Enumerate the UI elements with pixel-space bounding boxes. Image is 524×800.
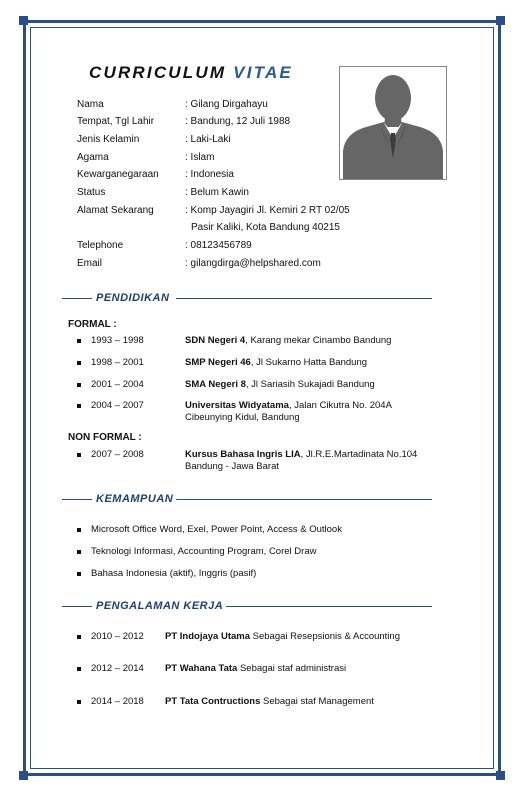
info-value: : gilangdirga@helpshared.com xyxy=(185,258,321,269)
info-label: Telephone xyxy=(77,240,124,251)
edu-years: 2004 – 2007 xyxy=(91,400,144,411)
edu-entry xyxy=(185,357,367,368)
info-value: : Indonesia xyxy=(185,169,234,180)
info-label: Agama xyxy=(77,152,109,163)
profile-photo xyxy=(339,66,447,180)
info-label: Status xyxy=(77,187,106,198)
bullet-icon xyxy=(77,635,81,639)
info-label: Jenis Kelamin xyxy=(77,134,140,145)
info-value: Pasir Kaliki, Kota Bandung 40215 xyxy=(191,222,340,233)
person-silhouette-icon xyxy=(340,67,446,179)
bullet-icon xyxy=(77,667,81,671)
job-company: PT Wahana Tata xyxy=(165,663,238,674)
section-rule xyxy=(62,606,92,607)
edu-entry xyxy=(185,400,392,411)
edu-entry xyxy=(185,335,391,346)
edu-entry xyxy=(185,449,417,460)
edu-years: 2007 – 2008 xyxy=(91,449,144,460)
job-company: PT Tata Contructions xyxy=(165,696,261,707)
edu-entry xyxy=(185,379,375,390)
info-value: : Belum Kawin xyxy=(185,187,249,198)
section-heading-kemampuan: KEMAMPUAN xyxy=(96,493,174,505)
edu-detail: , Jl Sukarno Hatta Bandung xyxy=(250,357,368,368)
corner-ornament xyxy=(496,16,505,25)
info-value: : Gilang Dirgahayu xyxy=(185,99,268,110)
info-value: : Komp Jayagiri Jl. Kemiri 2 RT 02/05 xyxy=(185,205,350,216)
job-years: 2012 – 2014 xyxy=(91,663,144,674)
edu-school: SMA Negeri 8 xyxy=(185,379,246,390)
bullet-icon xyxy=(77,550,81,554)
edu-detail-line2: Bandung - Jawa Barat xyxy=(185,461,280,472)
section-rule xyxy=(176,499,432,500)
job-company: PT Indojaya Utama xyxy=(165,631,250,642)
bullet-icon xyxy=(77,339,81,343)
bullet-icon xyxy=(77,528,81,532)
edu-school: Universitas Widyatama xyxy=(185,400,289,411)
corner-ornament xyxy=(19,16,28,25)
edu-detail: , Karang mekar Cinambo Bandung xyxy=(245,335,392,346)
info-label: Alamat Sekarang xyxy=(77,205,154,216)
job-role: Sebagai Resepsionis & Accounting xyxy=(250,631,400,642)
edu-detail: , Jl.R.E.Martadinata No.104 xyxy=(300,449,418,460)
bullet-icon xyxy=(77,700,81,704)
section-heading-pengalaman: PENGALAMAN KERJA xyxy=(96,600,224,612)
edu-school: Kursus Bahasa Ingris LIA xyxy=(185,449,301,460)
edu-years: 1993 – 1998 xyxy=(91,335,144,346)
info-value: : 08123456789 xyxy=(185,240,252,251)
edu-detail-line2: Cibeunying Kidul, Bandung xyxy=(185,412,300,423)
corner-ornament xyxy=(496,771,505,780)
section-rule xyxy=(62,499,92,500)
job-role: Sebagai staf Management xyxy=(260,696,374,707)
edu-school: SDN Negeri 4 xyxy=(185,335,246,346)
job-years: 2014 – 2018 xyxy=(91,696,144,707)
info-value: : Bandung, 12 Juli 1988 xyxy=(185,116,291,127)
job-years: 2010 – 2012 xyxy=(91,631,144,642)
section-rule xyxy=(226,606,432,607)
job-role: Sebagai staf administrasi xyxy=(237,663,347,674)
skill-text: Bahasa Indonesia (aktif), Inggris (pasif) xyxy=(91,568,257,579)
info-label: Nama xyxy=(77,99,104,110)
title-part2: VITAE xyxy=(233,63,293,82)
corner-ornament xyxy=(19,771,28,780)
title-part1: CURRICULUM xyxy=(89,63,227,82)
section-rule xyxy=(176,298,432,299)
bullet-icon xyxy=(77,572,81,576)
edu-detail: , Jalan Cikutra No. 204A xyxy=(288,400,392,411)
info-label: Kewarganegaraan xyxy=(77,169,159,180)
edu-detail: , Jl Sariasih Sukajadi Bandung xyxy=(245,379,375,390)
bullet-icon xyxy=(77,383,81,387)
edu-years: 2001 – 2004 xyxy=(91,379,144,390)
bullet-icon xyxy=(77,404,81,408)
info-value: : Islam xyxy=(185,152,215,163)
section-rule xyxy=(62,298,92,299)
edu-years: 1998 – 2001 xyxy=(91,357,144,368)
formal-label: FORMAL : xyxy=(68,319,117,330)
skill-text: Microsoft Office Word, Exel, Power Point, Access & Outlook xyxy=(91,524,342,535)
skill-text: Teknologi Informasi, Accounting Program, Corel Draw xyxy=(91,546,317,557)
info-label: Email xyxy=(77,258,103,269)
job-entry xyxy=(165,696,374,707)
section-heading-pendidikan: PENDIDIKAN xyxy=(96,292,170,304)
job-entry xyxy=(165,663,346,674)
page-title xyxy=(89,63,293,83)
job-entry xyxy=(165,631,400,642)
nonformal-label: NON FORMAL : xyxy=(68,432,142,443)
info-value: : Laki-Laki xyxy=(185,134,231,145)
info-label: Tempat, Tgl Lahir xyxy=(77,116,155,127)
bullet-icon xyxy=(77,453,81,457)
bullet-icon xyxy=(77,361,81,365)
edu-school: SMP Negeri 46 xyxy=(185,357,251,368)
